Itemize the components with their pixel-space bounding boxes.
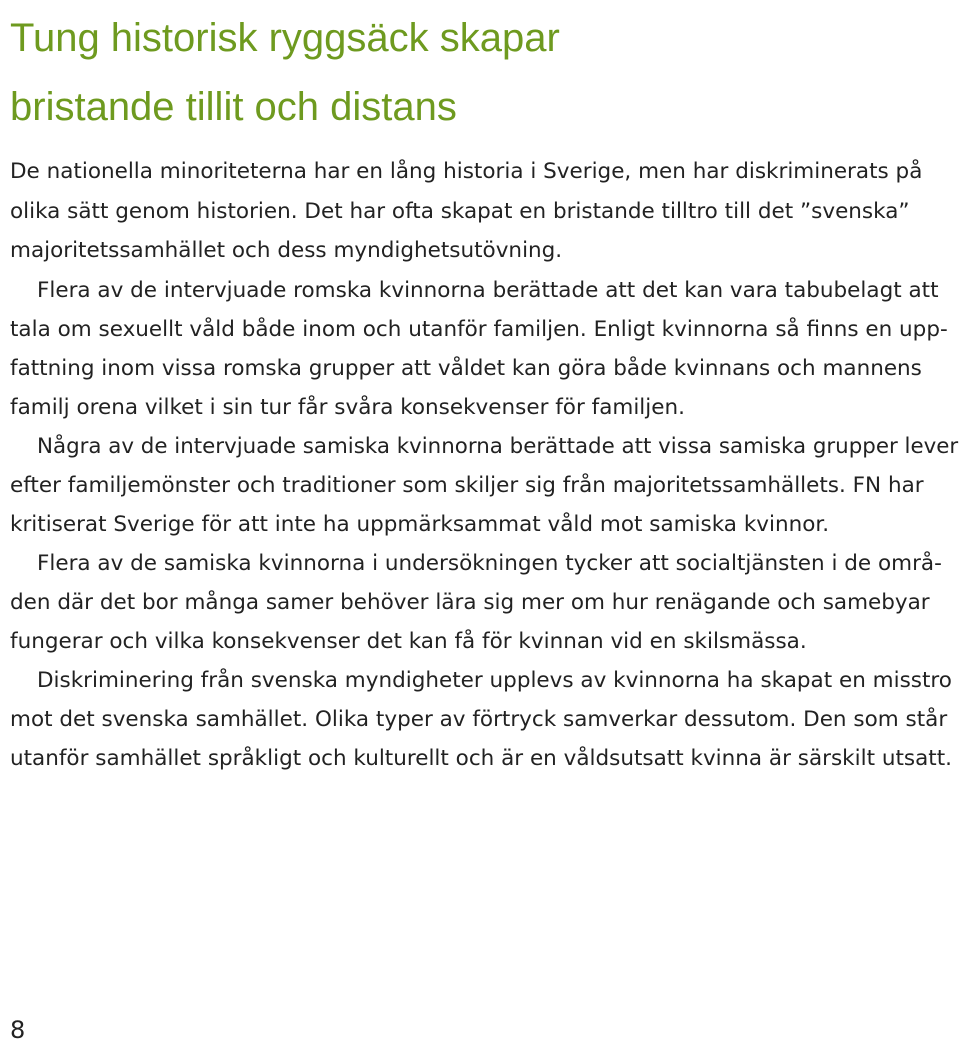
- text-line: fattning inom vissa romska grupper att våldet kan göra både kvinnans och mannens: [10, 356, 922, 381]
- paragraph-first-line: Några av de intervjuade samiska kvinnorna berättade att vissa samiska grupper lever: [37, 434, 959, 459]
- text-line: majoritetssamhället och dess myndighetsutövning.: [10, 238, 563, 263]
- text-line: familj orena vilket i sin tur får svåra konsekvenser för familjen.: [10, 395, 685, 420]
- text-line: utanför samhället språkligt och kulturellt och är en våldsutsatt kvinna är särskilt utsatt.: [10, 746, 952, 771]
- text-line: kritiserat Sverige för att inte ha uppmärksammat våld mot samiska kvinnor.: [10, 512, 830, 537]
- text-line: tala om sexuellt våld både inom och utanför familjen. Enligt kvinnorna så finns en upp-: [10, 317, 948, 342]
- paragraph-first-line: Diskriminering från svenska myndigheter upplevs av kvinnorna ha skapat en misstro: [37, 668, 952, 693]
- paragraph-first-line: Flera av de intervjuade romska kvinnorna berättade att det kan vara tabubelagt att: [37, 278, 939, 303]
- title-line-2: bristande tillit och distans: [10, 85, 457, 129]
- page-title: [10, 4, 560, 142]
- page-number: 8: [10, 1016, 26, 1044]
- text-line: fungerar och vilka konsekvenser det kan få för kvinnan vid en skilsmässa.: [10, 629, 807, 654]
- text-line: De nationella minoriteterna har en lång historia i Sverige, men har diskriminerats på: [10, 159, 923, 184]
- paragraph-first-line: Flera av de samiska kvinnorna i undersökningen tycker att socialtjänsten i de områ-: [37, 551, 942, 576]
- title-line-1: Tung historisk ryggsäck skapar: [10, 16, 560, 60]
- text-line: mot det svenska samhället. Olika typer av förtryck samverkar dessutom. Den som står: [10, 707, 948, 732]
- text-line: den där det bor många samer behöver lära sig mer om hur renägande och samebyar: [10, 590, 930, 615]
- text-line: efter familjemönster och traditioner som skiljer sig från majoritetssamhällets. FN har: [10, 473, 924, 498]
- text-line: olika sätt genom historien. Det har ofta skapat en bristande tilltro till det ”svenska”: [10, 199, 910, 224]
